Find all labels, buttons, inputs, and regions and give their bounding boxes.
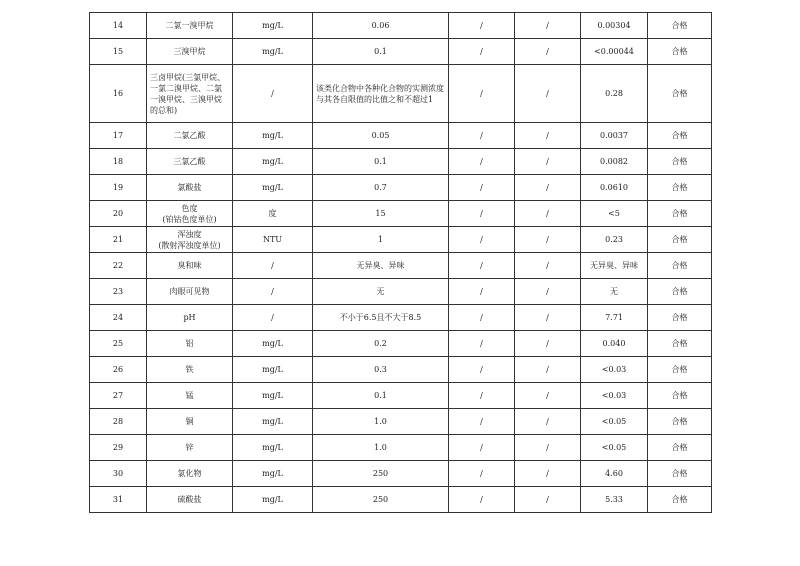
cell-column-6: / — [515, 123, 581, 149]
cell-row-number: 15 — [90, 39, 147, 65]
cell-column-6: / — [515, 487, 581, 513]
table-row — [90, 435, 712, 461]
cell-limit-value: 0.06 — [313, 13, 449, 39]
cell-column-5: / — [449, 65, 515, 123]
table-row — [90, 487, 712, 513]
cell-item-name: 铁 — [147, 357, 233, 383]
cell-row-number: 14 — [90, 13, 147, 39]
cell-column-5: / — [449, 331, 515, 357]
cell-limit-value: 15 — [313, 201, 449, 227]
cell-test-result: 7.71 — [581, 305, 648, 331]
table-row — [90, 123, 712, 149]
cell-column-5: / — [449, 13, 515, 39]
cell-verdict: 合格 — [648, 487, 712, 513]
cell-column-6: / — [515, 201, 581, 227]
cell-row-number: 25 — [90, 331, 147, 357]
cell-verdict: 合格 — [648, 357, 712, 383]
cell-column-5: / — [449, 123, 515, 149]
cell-limit-value: 0.05 — [313, 123, 449, 149]
cell-row-number: 20 — [90, 201, 147, 227]
cell-unit: 度 — [233, 201, 313, 227]
cell-test-result: 0.0037 — [581, 123, 648, 149]
cell-unit: / — [233, 279, 313, 305]
cell-item-name: 臭和味 — [147, 253, 233, 279]
cell-unit: mg/L — [233, 175, 313, 201]
cell-column-6: / — [515, 383, 581, 409]
cell-column-5: / — [449, 305, 515, 331]
cell-limit-value: 无异臭、异味 — [313, 253, 449, 279]
cell-verdict: 合格 — [648, 65, 712, 123]
table-row — [90, 175, 712, 201]
cell-unit: NTU — [233, 227, 313, 253]
item-name-line1: 浑浊度 — [177, 229, 202, 239]
cell-row-number: 16 — [90, 65, 147, 123]
cell-verdict: 合格 — [648, 39, 712, 65]
cell-row-number: 29 — [90, 435, 147, 461]
table-row — [90, 357, 712, 383]
cell-verdict: 合格 — [648, 123, 712, 149]
cell-column-5: / — [449, 409, 515, 435]
cell-test-result: 0.0082 — [581, 149, 648, 175]
table-row — [90, 149, 712, 175]
cell-unit: mg/L — [233, 13, 313, 39]
table-row — [90, 39, 712, 65]
cell-verdict: 合格 — [648, 383, 712, 409]
cell-verdict: 合格 — [648, 253, 712, 279]
cell-verdict: 合格 — [648, 201, 712, 227]
cell-column-5: / — [449, 461, 515, 487]
cell-test-result: 无 — [581, 279, 648, 305]
cell-limit-value: 0.1 — [313, 383, 449, 409]
cell-unit: mg/L — [233, 123, 313, 149]
cell-unit: mg/L — [233, 435, 313, 461]
cell-unit: mg/L — [233, 487, 313, 513]
item-name-line1: 色度 — [181, 203, 198, 213]
cell-item-name: pH — [147, 305, 233, 331]
cell-column-5: / — [449, 39, 515, 65]
cell-item-name: 三溴甲烷 — [147, 39, 233, 65]
cell-limit-value: 1 — [313, 227, 449, 253]
cell-unit: / — [233, 65, 313, 123]
cell-item-name: 肉眼可见物 — [147, 279, 233, 305]
cell-column-6: / — [515, 175, 581, 201]
cell-column-6: / — [515, 65, 581, 123]
cell-column-6: / — [515, 357, 581, 383]
table-row — [90, 253, 712, 279]
cell-unit: mg/L — [233, 149, 313, 175]
cell-test-result: 0.28 — [581, 65, 648, 123]
cell-column-6: / — [515, 227, 581, 253]
cell-column-6: / — [515, 409, 581, 435]
cell-item-name: 铜 — [147, 409, 233, 435]
cell-item-name: 锌 — [147, 435, 233, 461]
table-row — [90, 201, 712, 227]
cell-column-5: / — [449, 227, 515, 253]
cell-verdict: 合格 — [648, 305, 712, 331]
cell-unit: mg/L — [233, 39, 313, 65]
cell-verdict: 合格 — [648, 409, 712, 435]
table-body — [90, 13, 712, 513]
cell-test-result: 4.60 — [581, 461, 648, 487]
cell-column-5: / — [449, 253, 515, 279]
cell-item-name — [147, 227, 233, 253]
cell-column-5: / — [449, 175, 515, 201]
item-name-line2: (铂钴色度单位) — [162, 214, 217, 224]
cell-test-result: 0.23 — [581, 227, 648, 253]
cell-limit-value: 不小于6.5且不大于8.5 — [313, 305, 449, 331]
cell-item-name: 三卤甲烷(三氯甲烷、一氯二溴甲烷、二氯一溴甲烷、三溴甲烷的总和) — [147, 65, 233, 123]
cell-verdict: 合格 — [648, 227, 712, 253]
cell-column-6: / — [515, 39, 581, 65]
cell-verdict: 合格 — [648, 461, 712, 487]
cell-column-5: / — [449, 435, 515, 461]
cell-row-number: 28 — [90, 409, 147, 435]
cell-row-number: 21 — [90, 227, 147, 253]
cell-item-name: 二氯一溴甲烷 — [147, 13, 233, 39]
cell-verdict: 合格 — [648, 435, 712, 461]
cell-column-6: / — [515, 279, 581, 305]
cell-column-5: / — [449, 201, 515, 227]
cell-test-result: 无异臭、异味 — [581, 253, 648, 279]
cell-limit-value: 无 — [313, 279, 449, 305]
test-results-table — [89, 12, 712, 513]
cell-row-number: 31 — [90, 487, 147, 513]
cell-column-6: / — [515, 13, 581, 39]
cell-item-name: 氯化物 — [147, 461, 233, 487]
cell-limit-value: 250 — [313, 487, 449, 513]
table-row — [90, 13, 712, 39]
cell-item-name: 氯酸盐 — [147, 175, 233, 201]
table-row — [90, 461, 712, 487]
cell-limit-value: 250 — [313, 461, 449, 487]
cell-column-6: / — [515, 305, 581, 331]
cell-unit: / — [233, 253, 313, 279]
cell-item-name: 锰 — [147, 383, 233, 409]
table-row — [90, 305, 712, 331]
item-name-line2: (散射浑浊度单位) — [158, 240, 221, 250]
cell-limit-value: 该类化合物中各种化合物的实测浓度与其各自限值的比值之和不超过1 — [313, 65, 449, 123]
cell-test-result: 0.0610 — [581, 175, 648, 201]
cell-column-6: / — [515, 331, 581, 357]
cell-item-name: 硫酸盐 — [147, 487, 233, 513]
cell-row-number: 27 — [90, 383, 147, 409]
cell-item-name: 二氯乙酸 — [147, 123, 233, 149]
cell-limit-value: 0.1 — [313, 39, 449, 65]
cell-unit: mg/L — [233, 357, 313, 383]
cell-verdict: 合格 — [648, 13, 712, 39]
table-row — [90, 227, 712, 253]
table-row — [90, 331, 712, 357]
cell-column-5: / — [449, 279, 515, 305]
cell-row-number: 22 — [90, 253, 147, 279]
cell-item-name — [147, 201, 233, 227]
cell-unit: mg/L — [233, 331, 313, 357]
cell-unit: mg/L — [233, 383, 313, 409]
cell-limit-value: 0.2 — [313, 331, 449, 357]
cell-item-name: 铝 — [147, 331, 233, 357]
cell-test-result: <0.00044 — [581, 39, 648, 65]
cell-limit-value: 0.1 — [313, 149, 449, 175]
table-row — [90, 409, 712, 435]
cell-test-result: <0.03 — [581, 357, 648, 383]
cell-verdict: 合格 — [648, 331, 712, 357]
table-row — [90, 279, 712, 305]
cell-unit: mg/L — [233, 409, 313, 435]
cell-limit-value: 0.7 — [313, 175, 449, 201]
cell-test-result: <0.05 — [581, 435, 648, 461]
cell-row-number: 30 — [90, 461, 147, 487]
cell-test-result: 0.00304 — [581, 13, 648, 39]
cell-test-result: 5.33 — [581, 487, 648, 513]
cell-test-result: <0.03 — [581, 383, 648, 409]
cell-column-5: / — [449, 149, 515, 175]
cell-limit-value: 1.0 — [313, 435, 449, 461]
cell-test-result: 0.040 — [581, 331, 648, 357]
cell-test-result: <5 — [581, 201, 648, 227]
cell-column-6: / — [515, 149, 581, 175]
cell-limit-value: 0.3 — [313, 357, 449, 383]
cell-column-6: / — [515, 253, 581, 279]
cell-test-result: <0.05 — [581, 409, 648, 435]
cell-column-5: / — [449, 357, 515, 383]
cell-row-number: 26 — [90, 357, 147, 383]
cell-column-5: / — [449, 487, 515, 513]
cell-verdict: 合格 — [648, 175, 712, 201]
cell-verdict: 合格 — [648, 279, 712, 305]
cell-row-number: 23 — [90, 279, 147, 305]
cell-unit: / — [233, 305, 313, 331]
cell-row-number: 19 — [90, 175, 147, 201]
cell-column-6: / — [515, 461, 581, 487]
cell-row-number: 18 — [90, 149, 147, 175]
cell-column-6: / — [515, 435, 581, 461]
cell-unit: mg/L — [233, 461, 313, 487]
cell-row-number: 17 — [90, 123, 147, 149]
cell-item-name: 三氯乙酸 — [147, 149, 233, 175]
table-row — [90, 383, 712, 409]
cell-verdict: 合格 — [648, 149, 712, 175]
table-row — [90, 65, 712, 123]
cell-limit-value: 1.0 — [313, 409, 449, 435]
cell-row-number: 24 — [90, 305, 147, 331]
cell-column-5: / — [449, 383, 515, 409]
